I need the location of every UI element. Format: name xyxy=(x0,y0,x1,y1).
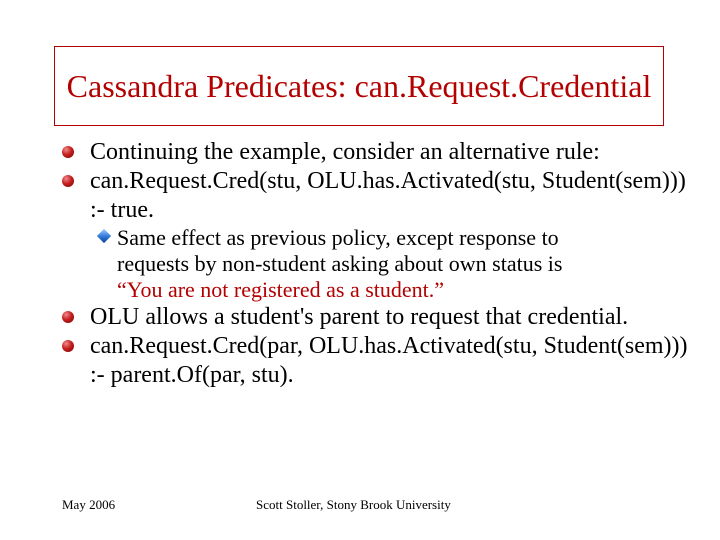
bullet-text: OLU allows a student's parent to request that credential. xyxy=(90,304,629,330)
sub-bullet-item xyxy=(117,225,702,303)
bullet-item xyxy=(62,167,702,225)
red-sphere-bullet-icon xyxy=(62,311,74,323)
bullet-text-line1: can.Request.Cred(par, OLU.has.Activated(stu, Student(sem))) xyxy=(90,333,688,359)
red-sphere-bullet-icon xyxy=(62,175,74,187)
bullet-item xyxy=(62,138,702,167)
sub-bullet-text-line2: requests by non-student asking about own status is xyxy=(117,251,563,276)
footer-date: May 2006 xyxy=(62,497,116,512)
bullet-item xyxy=(62,303,702,332)
red-sphere-bullet-icon xyxy=(62,146,74,158)
sub-bullet-quote: “You are not registered as a student.” xyxy=(117,277,445,302)
sub-bullet-text-line1: Same effect as previous policy, except response to xyxy=(117,225,559,250)
bullet-list xyxy=(62,138,702,390)
bullet-item xyxy=(62,332,702,390)
bullet-text-line2: :- true. xyxy=(90,197,154,223)
bullet-text: Continuing the example, consider an alternative rule: xyxy=(90,139,600,165)
bullet-text-line2: :- parent.Of(par, stu). xyxy=(90,362,294,388)
blue-diamond-bullet-icon xyxy=(97,229,111,243)
bullet-text-line1: can.Request.Cred(stu, OLU.has.Activated(stu, Student(sem))) xyxy=(90,168,686,194)
title-frame xyxy=(54,46,664,126)
slide-title: Cassandra Predicates: can.Request.Credential xyxy=(66,67,652,104)
red-sphere-bullet-icon xyxy=(62,340,74,352)
footer-author: Scott Stoller, Stony Brook University xyxy=(256,497,451,512)
